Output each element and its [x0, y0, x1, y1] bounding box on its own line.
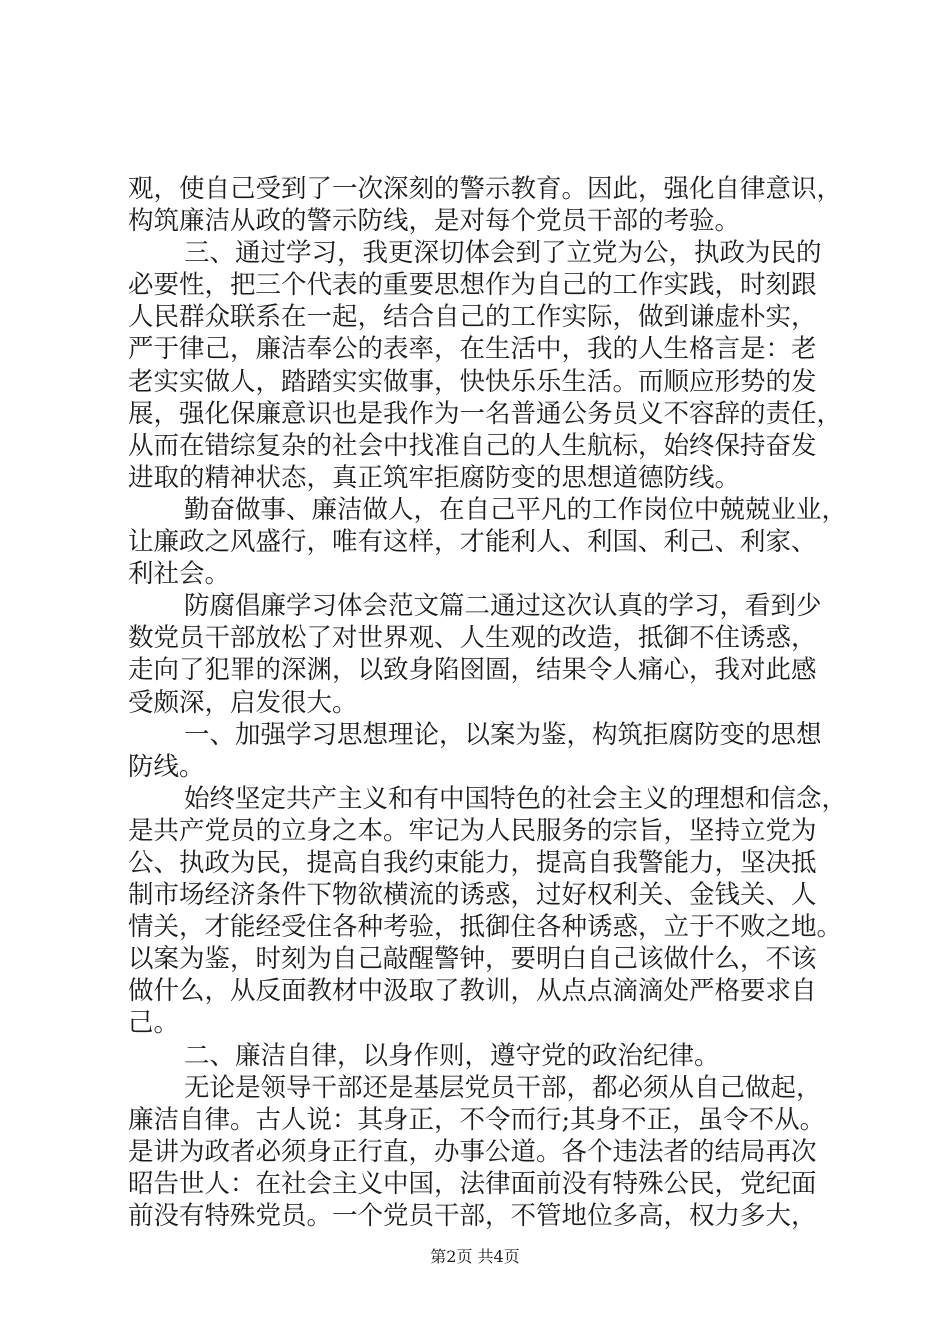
text-line: 制市场经济条件下物欲横流的诱惑，过好权利关、金钱关、人 — [128, 880, 817, 911]
text-line: 始终坚定共产主义和有中国特色的社会主义的理想和信念， — [184, 783, 848, 814]
text-line: 以案为鉴，时刻为自己敲醒警钟，要明白自己该做什么，不该 — [128, 944, 817, 975]
text-line: 进取的精神状态，真正筑牢拒腐防变的思想道德防线。 — [128, 462, 741, 493]
text-line: 情关，才能经受住各种考验，抵御住各种诱惑，立于不败之地。 — [128, 912, 843, 943]
text-line: 公、执政为民，提高自我约束能力，提高自我警能力，坚决抵 — [128, 847, 817, 878]
text-line: 利社会。 — [128, 559, 231, 590]
text-line: 二、廉洁自律，以身作则，遵守党的政治纪律。 — [184, 1040, 720, 1071]
text-line: 受颇深，启发很大。 — [128, 687, 358, 718]
paragraph — [128, 783, 848, 1040]
text-line: 严于律己，廉洁奉公的表率，在生活中，我的人生格言是：老 — [128, 334, 817, 365]
text-line: 无论是领导干部还是基层党员干部，都必须从自己做起， — [184, 1072, 822, 1103]
page-footer: 第2页 共4页 — [430, 1247, 520, 1266]
text-line: 老实实做人，踏踏实实做事，快快乐乐生活。而顺应形势的发 — [128, 366, 817, 397]
paragraph — [128, 494, 848, 590]
text-line: 必要性，把三个代表的重要思想作为自己的工作实践，时刻跟 — [128, 270, 817, 301]
text-line: 廉洁自律。古人说：其身正，不令而行;其身不正，虽令不从。 — [128, 1104, 826, 1135]
text-line: 展，强化保廉意识也是我作为一名普通公务员义不容辞的责任， — [128, 398, 843, 429]
text-line: 三、通过学习，我更深切体会到了立党为公，执政为民的 — [184, 238, 822, 269]
paragraph — [128, 1072, 848, 1232]
text-line: 昭告世人：在社会主义中国，法律面前没有特殊公民，党纪面 — [128, 1168, 817, 1199]
text-line: 防线。 — [128, 751, 205, 782]
text-line: 己。 — [128, 1008, 180, 1039]
text-line: 让廉政之风盛行，唯有这样，才能利人、利国、利己、利家、 — [128, 527, 817, 558]
text-line: 构筑廉洁从政的警示防线，是对每个党员干部的考验。 — [128, 206, 741, 237]
text-line: 防腐倡廉学习体会范文篇二通过这次认真的学习，看到少 — [184, 591, 822, 622]
text-line: 前没有特殊党员。一个党员干部，不管地位多高，权力多大， — [128, 1201, 817, 1231]
text-line: 人民群众联系在一起，结合自己的工作实际，做到谦虚朴实， — [128, 302, 817, 333]
text-line: 勤奋做事、廉洁做人，在自己平凡的工作岗位中兢兢业业， — [184, 494, 848, 525]
text-line: 是讲为政者必须身正行直，办事公道。各个违法者的结局再次 — [128, 1136, 817, 1167]
text-line: 从而在错综复杂的社会中找准自己的人生航标，始终保持奋发 — [128, 430, 817, 461]
document-body — [128, 173, 848, 1232]
text-line: 数党员干部放松了对世界观、人生观的改造，抵御不住诱惑， — [128, 623, 817, 654]
paragraph — [128, 590, 848, 718]
text-line: 做什么，从反面教材中汲取了教训，从点点滴滴处严格要求自 — [128, 976, 817, 1007]
text-line: 走向了犯罪的深渊，以致身陷囹圄，结果令人痛心，我对此感 — [128, 655, 817, 686]
text-line: 是共产党员的立身之本。牢记为人民服务的宗旨，坚持立党为 — [128, 815, 817, 846]
paragraph — [128, 1040, 848, 1072]
text-line: 一、加强学习思想理论，以案为鉴，构筑拒腐防变的思想 — [184, 719, 822, 750]
text-line: 观，使自己受到了一次深刻的警示教育。因此，强化自律意识， — [128, 174, 843, 204]
paragraph — [128, 237, 848, 494]
paragraph — [128, 719, 848, 783]
paragraph — [128, 173, 848, 237]
